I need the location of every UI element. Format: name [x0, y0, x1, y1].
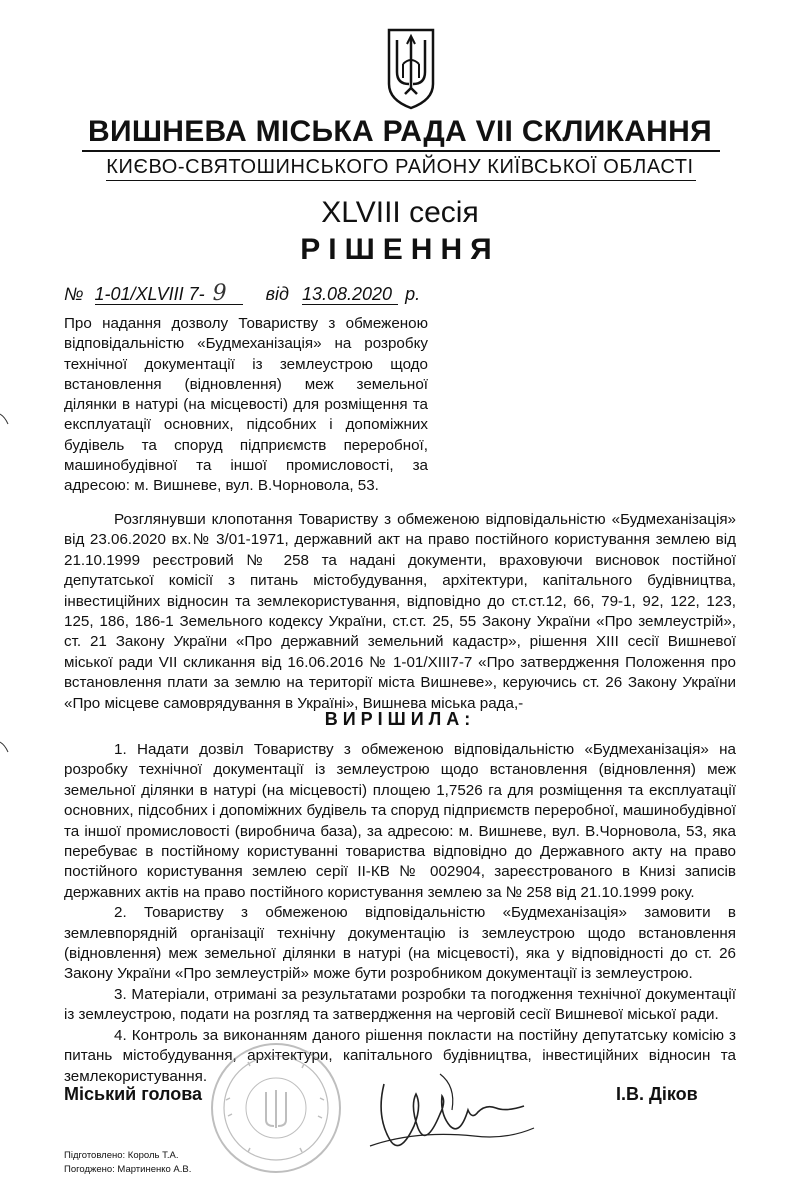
decision-item: 1. Надати дозвіл Товариству з обмеженою відповідальністю «Будмеханізація» на розробку технічної документації із землеустрою щодо встановлення (відновлення) меж земельної ділянки в натурі (на місцевості) площею 1,7526 га для розміщення та експлуатації основних, підсобних і допоміжних будівель та споруд підприємств переробної, машинобудівної та іншої промисловості (виробнича база), за адресою: м. Вишневе, вул. В.Чорновола, 53, яка перебуває в постійному користуванні товариства відповідно до Державного акту на право постійного користування землею серії ІІ-КВ № 002904, зареєстрованого в Книзі записів державних актів на право постійного користування землею за № 258 від 21.10.1999 року. [64, 741, 736, 901]
subtitle-underline [106, 180, 696, 181]
decision-number-field [94, 281, 243, 306]
decision-number: 1-01/XLVIII 7- [94, 284, 205, 304]
resolved-heading: ВИРІШИЛА: [324, 709, 476, 729]
document-type: РІШЕННЯ [300, 233, 500, 266]
signature-icon [356, 1066, 566, 1162]
title-underline [82, 150, 720, 152]
date-prefix: від [265, 284, 289, 304]
preamble-paragraph: Розглянувши клопотання Товариству з обмеженою відповідальністю «Будмеханізація» від 23.06.2020 вх.№ 3/01-1971, державний акт на право постійного користування землею від 21.10.1999 реєстровий № 258 та надані документи, враховуючи висновок постійної депутатської комісії з питань містобудування, архітектури, капітального будівництва, інвестиційних відносин та землекористування, відповідно до ст.ст.12, 66, 79-1, 92, 122, 123, 125, 186, 186-1 Земельного кодексу України, ст.ст. 25, 55 Закону України «Про землеустрій», ст. 21 Закону України «Про державний земельний кадастр», рішення XIII сесії Вишневої міської ради VII скликання від 16.06.2016 № 1-01/XIII7-7 «Про затвердження Положення про встановлення плати за землю на території міста Вишневе», керуючись ст. 26 Закону України «Про місцеве самоврядування в Україні», Вишнева міська рада,- [64, 511, 736, 712]
number-prefix: № [64, 284, 84, 304]
district-subtitle: КИЄВО-СВЯТОШИНСЬКОГО РАЙОНУ КИЇВСЬКОЇ ОБЛАСТІ [106, 156, 694, 178]
decision-date: 13.08.2020 [302, 284, 398, 305]
round-stamp-icon [208, 1040, 344, 1176]
decision-item: 2. Товариству з обмеженою відповідальністю «Будмеханізація» замовити в землевпорядній організації технічну документацію із землеустрою щодо встановлення (відновлення) меж земельної ділянки в натурі (на місцевості), яка у відповідності до ст. 26 Закону України «Про землеустрій» може бути розробником документації із землеустрою. [64, 904, 736, 983]
date-suffix: р. [405, 284, 421, 304]
decision-number-handwritten: 9 [212, 281, 227, 306]
council-title: ВИШНЕВА МІСЬКА РАДА VII СКЛИКАННЯ [88, 115, 712, 148]
scan-edge-mark [0, 412, 10, 426]
trident-emblem-icon [383, 26, 439, 110]
decision-subject: Про надання дозволу Товариству з обмеженою відповідальністю «Будмеханізація» на розробку технічної документації із землеустрою щодо встановлення (відновлення) меж земельної ділянки в натурі (на місцевості) для розміщення та експлуатації основних, підсобних і допоміжних будівель та споруд підприємств переробної, машинобудівної та іншої промисловості, за адресою: м. Вишневе, вул. В.Чорновола, 53. [64, 315, 428, 495]
decision-number-line [64, 282, 420, 306]
session-title: XLVIII сесія [321, 196, 479, 229]
decision-items [64, 740, 736, 1087]
prepared-by: Підготовлено: Король Т.А. [64, 1150, 179, 1161]
signatory-title: Міський голова [64, 1084, 203, 1104]
signatory-name: І.В. Діков [616, 1084, 698, 1104]
scan-edge-mark [0, 740, 10, 754]
decision-item: 3. Матеріали, отримані за результатами розробки та погодження технічної документації із землеустрою, подати на розгляд та затвердження на черговій сесії Вишневої міської ради. [64, 985, 736, 1024]
agreed-by: Погоджено: Мартиненко А.В. [64, 1164, 192, 1175]
decision-item: 4. Контроль за виконанням даного рішення покласти на постійну депутатську комісію з питань містобудування, архітектури, капітального будівництва, інвестиційних відносин та землекористування. [64, 1026, 736, 1085]
